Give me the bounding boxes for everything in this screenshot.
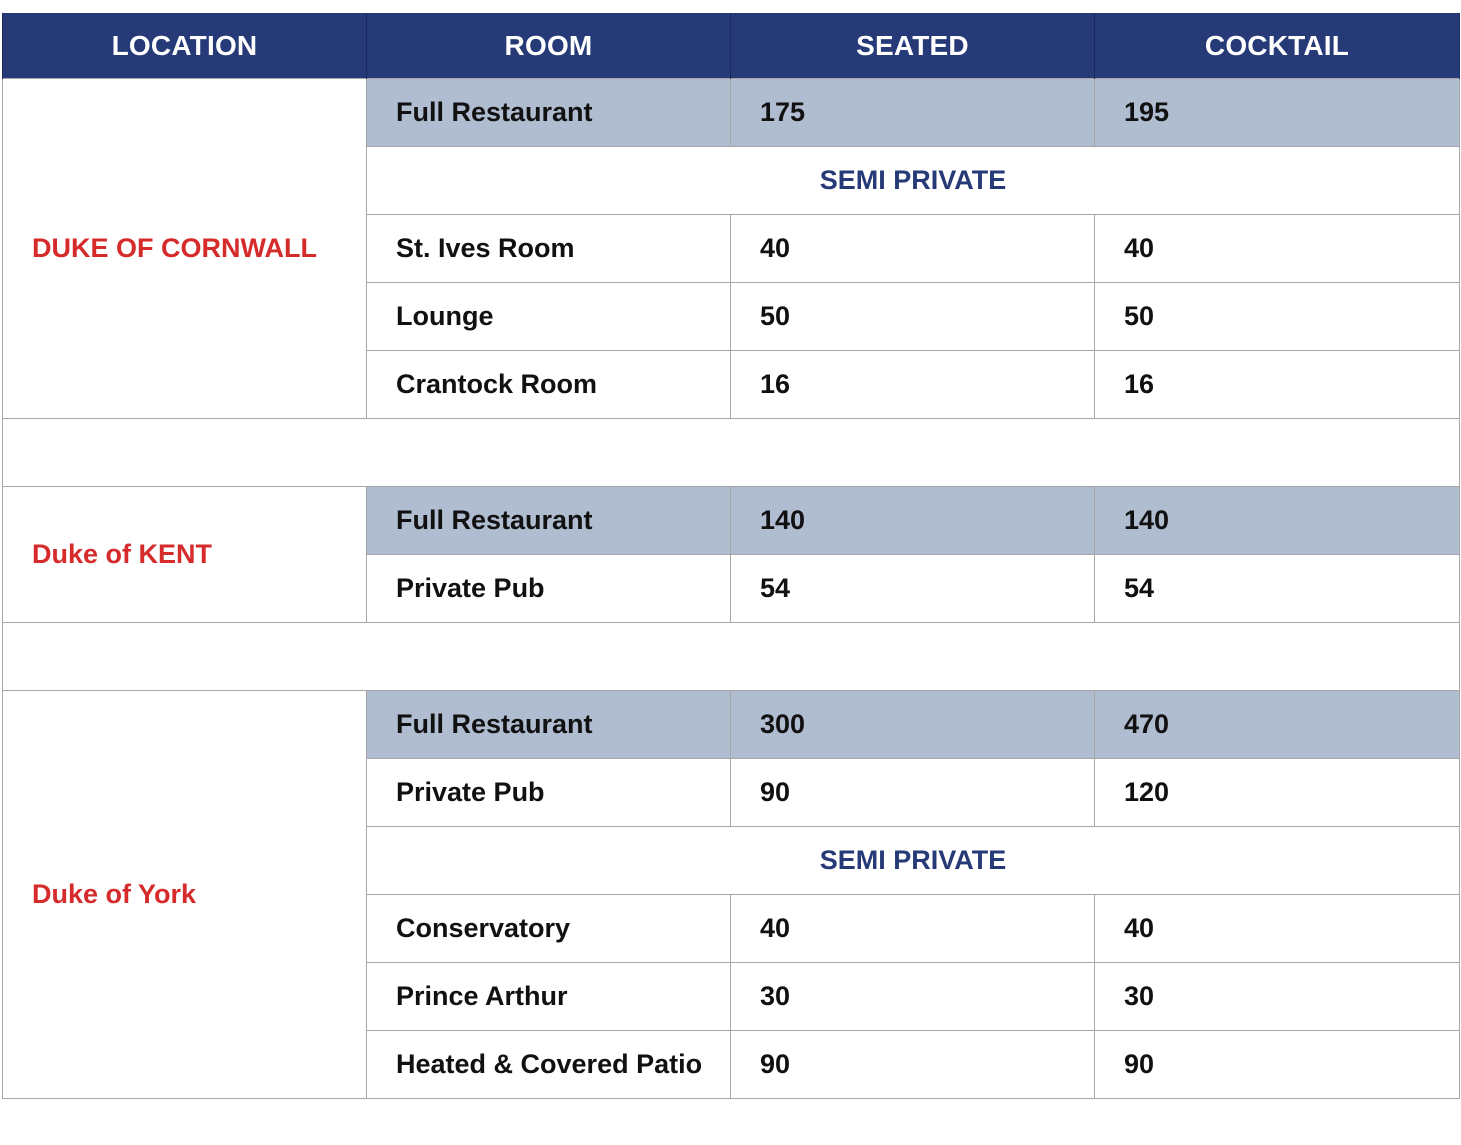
seated-value: 140 [731, 487, 1095, 555]
seated-value: 90 [731, 759, 1095, 827]
cocktail-value: 140 [1095, 487, 1460, 555]
cocktail-value: 54 [1095, 555, 1460, 623]
seated-value: 54 [731, 555, 1095, 623]
section-label-semi-private: SEMI PRIVATE [367, 147, 1460, 215]
header-room: ROOM [367, 13, 731, 79]
spacer-row [3, 623, 1460, 691]
location-name-york: Duke of York [3, 691, 367, 1099]
room-name: Full Restaurant [367, 487, 731, 555]
seated-value: 30 [731, 963, 1095, 1031]
room-name: St. Ives Room [367, 215, 731, 283]
header-location: LOCATION [3, 13, 367, 79]
seated-value: 90 [731, 1031, 1095, 1099]
seated-value: 40 [731, 895, 1095, 963]
cocktail-value: 90 [1095, 1031, 1460, 1099]
seated-value: 40 [731, 215, 1095, 283]
seated-value: 300 [731, 691, 1095, 759]
room-name: Lounge [367, 283, 731, 351]
table-row [3, 487, 1460, 555]
header-cocktail: COCKTAIL [1095, 13, 1460, 79]
location-name-cornwall: DUKE OF CORNWALL [3, 79, 367, 419]
room-name: Full Restaurant [367, 79, 731, 147]
seated-value: 16 [731, 351, 1095, 419]
room-name: Private Pub [367, 759, 731, 827]
room-name: Full Restaurant [367, 691, 731, 759]
table-row [3, 691, 1460, 759]
spacer-row [3, 419, 1460, 487]
section-label-semi-private: SEMI PRIVATE [367, 827, 1460, 895]
cocktail-value: 470 [1095, 691, 1460, 759]
cocktail-value: 16 [1095, 351, 1460, 419]
table-row [3, 79, 1460, 147]
seated-value: 50 [731, 283, 1095, 351]
cocktail-value: 50 [1095, 283, 1460, 351]
room-name: Heated & Covered Patio [367, 1031, 731, 1099]
cocktail-value: 195 [1095, 79, 1460, 147]
room-name: Private Pub [367, 555, 731, 623]
seated-value: 175 [731, 79, 1095, 147]
table-header-row [3, 13, 1460, 79]
room-name: Crantock Room [367, 351, 731, 419]
spacer-cell [3, 419, 1460, 487]
room-name: Prince Arthur [367, 963, 731, 1031]
location-name-kent: Duke of KENT [3, 487, 367, 623]
cocktail-value: 40 [1095, 895, 1460, 963]
header-seated: SEATED [731, 13, 1095, 79]
spacer-cell [3, 623, 1460, 691]
room-name: Conservatory [367, 895, 731, 963]
capacity-table [2, 13, 1460, 1099]
cocktail-value: 30 [1095, 963, 1460, 1031]
capacity-table-wrapper [2, 13, 1459, 1099]
cocktail-value: 40 [1095, 215, 1460, 283]
cocktail-value: 120 [1095, 759, 1460, 827]
